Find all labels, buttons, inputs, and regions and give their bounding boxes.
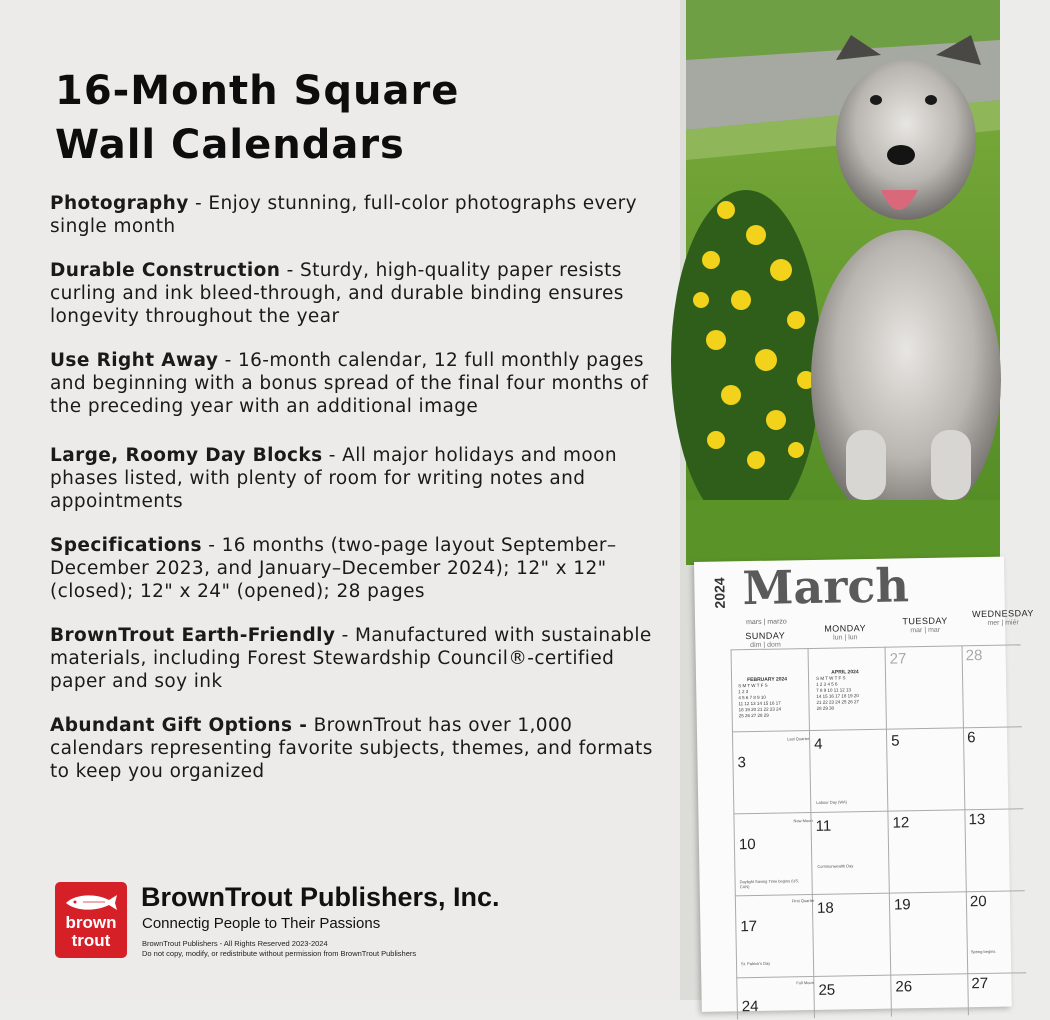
grid-line bbox=[961, 645, 968, 1015]
day-cell: 13 bbox=[968, 810, 986, 829]
publisher-name: BrownTrout Publishers, Inc. bbox=[141, 882, 500, 912]
feature-photography: Photography - Enjoy stunning, full-color photographs every single month bbox=[50, 193, 638, 237]
calendar-note: New Moon bbox=[793, 817, 813, 824]
calendar-note: Full Moon bbox=[796, 979, 814, 986]
day-cell: 11 bbox=[815, 817, 832, 835]
mini-calendar-february: FEBRUARY 2024 S M T W T F S 1 2 3 4 5 6 7 8 9 10 11 12 13 14 15 16 17 18 19 20 21 22 23 24 25 26 27 28 29 bbox=[738, 676, 788, 719]
day-cell: 27 bbox=[971, 974, 989, 993]
day-cell: 25 bbox=[818, 981, 836, 999]
weekday-sunday-sub: dim | dom bbox=[750, 641, 781, 650]
feature-list bbox=[50, 192, 670, 804]
weekday-monday-sub: lun | lun bbox=[833, 634, 858, 642]
schnauzer-photo-illustration bbox=[686, 0, 1000, 565]
day-cell: 6 bbox=[966, 729, 976, 747]
logo-text-brown: brown bbox=[65, 913, 117, 932]
day-cell: 24 bbox=[741, 997, 759, 1016]
calendar-note: Commonwealth Day bbox=[817, 863, 854, 869]
weekday-sunday: SUNDAY bbox=[745, 630, 786, 642]
grid-line bbox=[731, 649, 738, 1019]
feature-specifications: Specifications - 16 months (two-page layout September–December 2023, and January–December 2024); 12" x 12" (closed); 12" x 24" (opened); 28 pages bbox=[50, 535, 617, 602]
calendar-preview bbox=[680, 0, 1034, 1016]
feature-durable-construction: Durable Construction - Sturdy, high-quality paper resists curling and ink bleed-through, and durable binding ensures longevity throughout the year bbox=[50, 260, 624, 327]
mini-calendar-april: APRIL 2024 S M T W T F S 1 2 3 4 5 6 7 8 9 10 11 12 13 14 15 16 17 18 19 20 21 22 23 24 25 26 27 28 29 30 bbox=[816, 669, 860, 711]
trout-icon bbox=[63, 888, 119, 916]
weekday-tuesday-sub: mar | mar bbox=[910, 626, 941, 635]
weekday-wednesday: WEDNESDAY bbox=[971, 608, 1034, 620]
day-cell: 26 bbox=[895, 978, 913, 996]
weekday-wednesday-sub: mer | miér bbox=[987, 619, 1019, 627]
grid-line bbox=[885, 647, 892, 1017]
calendar-year: 2024 bbox=[711, 577, 728, 609]
day-cell: 12 bbox=[892, 814, 910, 832]
day-cell: 18 bbox=[816, 899, 834, 917]
weekday-tuesday: TUESDAY bbox=[902, 615, 948, 627]
logo-text-trout: trout bbox=[71, 931, 111, 950]
grid-line bbox=[732, 726, 1022, 732]
calendar-page bbox=[694, 557, 1034, 1016]
grid-line bbox=[808, 648, 815, 1018]
title-line-1: 16-Month Square bbox=[55, 68, 460, 114]
calendar-note: Last Quarter bbox=[787, 736, 810, 742]
calendar-note: Labour Day (WA) bbox=[816, 799, 848, 805]
day-cell: 3 bbox=[737, 754, 747, 772]
day-cell: 19 bbox=[893, 896, 911, 914]
rights-notice: BrownTrout Publishers - All Rights Reserved 2023-2024 Do not copy, modify, or redistribute without permission from BrownTrout Publishers bbox=[142, 939, 417, 958]
browntrout-logo bbox=[55, 882, 127, 958]
day-cell-prev: 27 bbox=[889, 650, 907, 668]
title-line-2: Wall Calendars bbox=[55, 122, 405, 168]
dog-photo bbox=[686, 0, 1000, 565]
feature-day-blocks: Large, Roomy Day Blocks - All major holidays and moon phases listed, with plenty of room for writing notes and appointments bbox=[50, 445, 617, 512]
day-cell: 4 bbox=[814, 735, 823, 753]
weekday-monday: MONDAY bbox=[824, 623, 867, 634]
calendar-month-localized: mars | marzo bbox=[746, 618, 787, 627]
feature-gift-options: Abundant Gift Options - BrownTrout has over 1,000 calendars representing favorite subjects, themes, and formats to keep you organized bbox=[50, 715, 653, 782]
calendar-note: Spring begins bbox=[970, 948, 996, 955]
day-cell: 20 bbox=[969, 892, 987, 911]
day-cell: 17 bbox=[740, 917, 758, 936]
day-cell: 10 bbox=[738, 835, 756, 854]
publisher-block bbox=[55, 882, 675, 972]
day-cell-prev: 28 bbox=[965, 646, 983, 665]
publisher-tagline: Connectig People to Their Passions bbox=[142, 915, 381, 932]
calendar-month: March bbox=[741, 558, 910, 616]
calendar-note: First Quarter bbox=[791, 897, 815, 904]
calendar-note: Daylight Saving Time begins (US, CAN) bbox=[739, 878, 800, 890]
page-title bbox=[55, 64, 675, 172]
calendar-note: St. Patrick's Day bbox=[740, 960, 771, 967]
day-cell: 5 bbox=[891, 732, 900, 750]
feature-use-right-away: Use Right Away - 16-month calendar, 12 full monthly pages and beginning with a bonus spread of the final four months of the preceding year with an additional image bbox=[50, 350, 649, 417]
feature-earth-friendly: BrownTrout Earth-Friendly - Manufactured with sustainable materials, including Forest Stewardship Council®-certified paper and soy ink bbox=[50, 625, 652, 692]
